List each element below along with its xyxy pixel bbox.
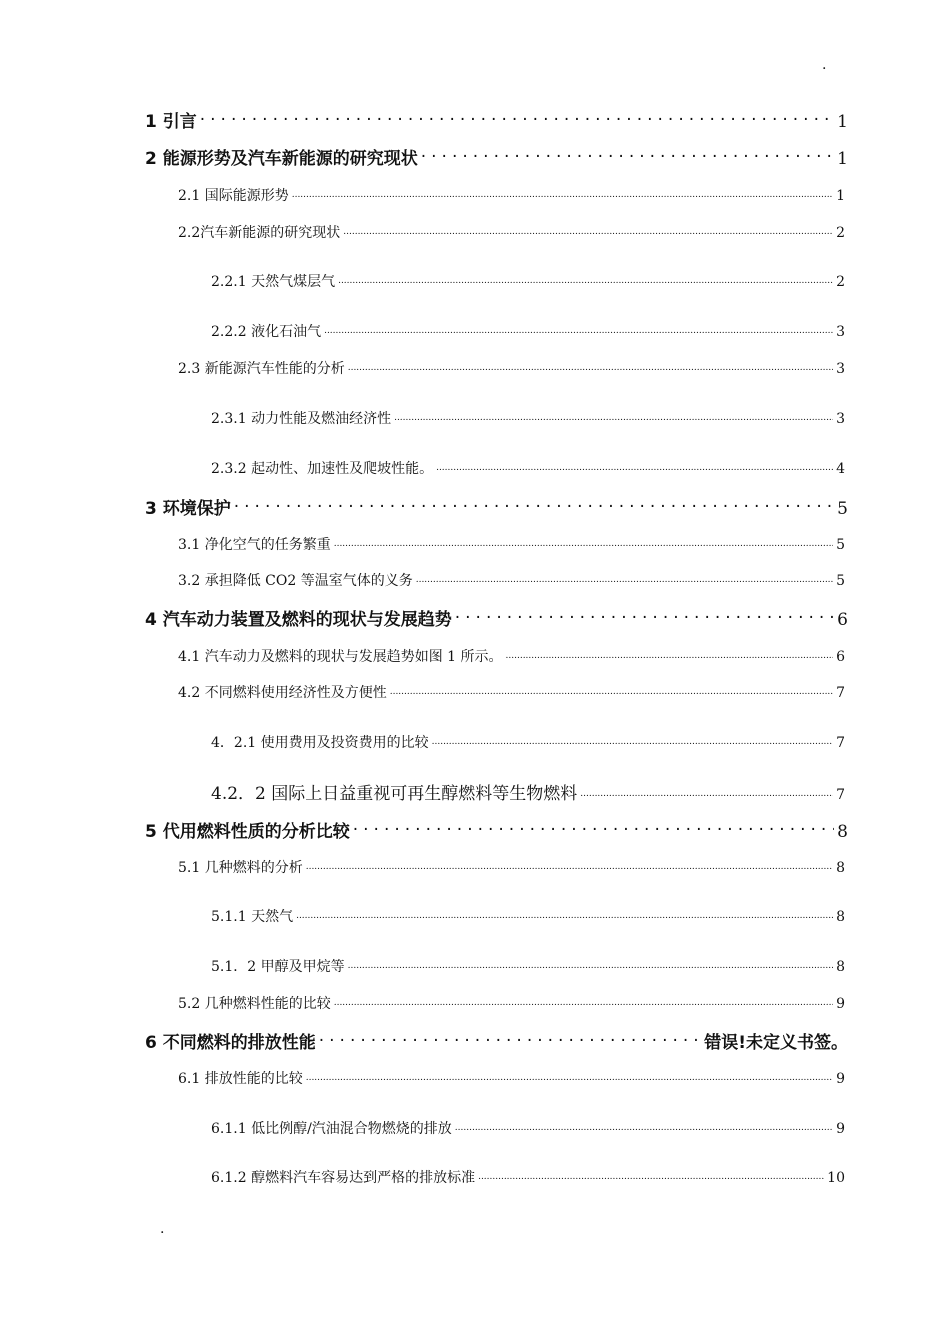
toc-entry-title: 2.2.1 天然气煤层气 <box>211 274 336 290</box>
toc-entry-page: 3 <box>836 361 845 377</box>
toc-entry-title: 2 能源形势及汽车新能源的研究现状 <box>145 149 418 169</box>
toc-entry-page: 5 <box>837 499 848 519</box>
toc-entry-title: 4 汽车动力装置及燃料的现状与发展趋势 <box>145 610 452 630</box>
toc-leader <box>421 147 834 164</box>
toc-entry-page: 9 <box>836 1121 845 1137</box>
toc-entry-title: 2.3 新能源汽车性能的分析 <box>178 361 345 377</box>
toc-leader <box>394 414 833 423</box>
header-dot: . <box>822 57 827 73</box>
toc-entry-page: 1 <box>836 188 845 204</box>
toc-entry-title: 5.1.1 天然气 <box>211 909 294 925</box>
toc-entry[interactable] <box>178 682 845 702</box>
toc-entry[interactable] <box>178 570 845 590</box>
toc-entry-page: 5 <box>836 537 845 553</box>
toc-entry[interactable] <box>211 458 845 478</box>
toc-entry[interactable] <box>211 1167 845 1187</box>
toc-entry-page: 1 <box>837 149 848 169</box>
toc-leader <box>348 364 833 373</box>
toc-entry-title: 5.1 几种燃料的分析 <box>178 860 303 876</box>
toc-leader <box>334 540 833 549</box>
toc-entry-title: 1 引言 <box>145 112 197 132</box>
toc-entry[interactable] <box>211 956 845 976</box>
toc-entry[interactable] <box>145 144 848 169</box>
toc-entry[interactable] <box>145 817 848 842</box>
toc-entry[interactable] <box>178 646 845 666</box>
toc-leader <box>580 790 833 799</box>
toc-entry[interactable] <box>178 358 845 378</box>
toc-entry-page: 6 <box>836 649 845 665</box>
toc-entry-page: 3 <box>836 324 845 340</box>
toc-entry-title: 3.1 净化空气的任务繁重 <box>178 537 331 553</box>
toc-entry[interactable] <box>178 993 845 1013</box>
toc-entry-title: 3 环境保护 <box>145 499 231 519</box>
toc-entry-page: 5 <box>836 573 845 589</box>
toc-entry-title: 4.1 汽车动力及燃料的现状与发展趋势如图 1 所示。 <box>178 649 503 665</box>
toc-entry[interactable] <box>145 107 848 132</box>
toc-leader <box>436 464 833 473</box>
toc-leader <box>234 497 834 514</box>
toc-entry-page: 7 <box>836 787 845 803</box>
toc-entry-title: 2.1 国际能源形势 <box>178 188 289 204</box>
toc-leader <box>343 228 833 237</box>
toc-entry[interactable] <box>145 1028 848 1053</box>
toc-entry-page: 8 <box>836 909 845 925</box>
toc-entry[interactable] <box>178 222 845 242</box>
toc-leader <box>338 277 833 286</box>
toc-entry-title: 2.2.2 液化石油气 <box>211 324 322 340</box>
toc-entry-page: 8 <box>836 959 845 975</box>
toc-entry-page: 3 <box>836 411 845 427</box>
toc-entry-page: 1 <box>837 112 848 132</box>
toc-entry-title: 6 不同燃料的排放性能 <box>145 1033 316 1053</box>
toc-entry-title: 6.1.1 低比例醇/汽油混合物燃烧的排放 <box>211 1121 452 1137</box>
toc-entry-title: 6.1 排放性能的比较 <box>178 1071 303 1087</box>
toc-leader <box>432 738 833 747</box>
toc-leader <box>353 820 834 837</box>
toc-leader <box>506 652 834 661</box>
toc-entry-page: 10 <box>827 1170 845 1186</box>
toc-entry-title: 5.2 几种燃料性能的比较 <box>178 996 331 1012</box>
toc-entry[interactable] <box>211 732 845 752</box>
toc-entry[interactable] <box>145 605 848 630</box>
toc-leader <box>296 912 833 921</box>
toc-entry[interactable] <box>178 534 845 554</box>
toc-entry-page: 8 <box>837 822 848 842</box>
toc-entry-page: 错误!未定义书签。 <box>704 1033 848 1053</box>
toc-leader <box>292 191 833 200</box>
toc-entry-page: 7 <box>836 685 845 701</box>
toc-leader <box>416 576 833 585</box>
toc-leader <box>306 863 833 872</box>
toc-entry[interactable] <box>211 906 845 926</box>
toc-entry-title: 4.2．2 国际上日益重视可再生醇燃料等生物燃料 <box>211 784 578 804</box>
toc-leader <box>324 327 833 336</box>
toc-entry-title: 5.1．2 甲醇及甲烷等 <box>211 959 345 975</box>
toc-leader <box>390 688 833 697</box>
toc-entry-title: 3.2 承担降低 CO2 等温室气体的义务 <box>178 573 413 589</box>
toc-entry-page: 4 <box>836 461 845 477</box>
toc-entry[interactable] <box>211 271 845 291</box>
toc-entry[interactable] <box>211 1118 845 1138</box>
toc-entry-page: 9 <box>836 1071 845 1087</box>
toc-entry-title: 5 代用燃料性质的分析比较 <box>145 822 350 842</box>
toc-entry-page: 2 <box>836 225 845 241</box>
toc-entry[interactable] <box>178 185 845 205</box>
toc-leader <box>306 1074 833 1083</box>
toc-entry-title: 2.3.1 动力性能及燃油经济性 <box>211 411 392 427</box>
footer-dot: . <box>160 1221 165 1237</box>
toc-entry[interactable] <box>211 779 845 804</box>
toc-leader <box>334 999 833 1008</box>
toc-entry-page: 9 <box>836 996 845 1012</box>
toc-leader <box>455 1124 833 1133</box>
toc-entry-page: 6 <box>837 610 848 630</box>
toc-leader <box>455 608 834 625</box>
toc-entry-title: 2.3.2 起动性、加速性及爬坡性能。 <box>211 461 434 477</box>
toc-entry-title: 4．2.1 使用费用及投资费用的比较 <box>211 735 429 751</box>
toc-leader <box>200 110 834 127</box>
toc-entry-title: 4.2 不同燃料使用经济性及方便性 <box>178 685 387 701</box>
toc-entry[interactable] <box>211 408 845 428</box>
toc-entry-page: 8 <box>836 860 845 876</box>
toc-entry[interactable] <box>178 857 845 877</box>
toc-entry-page: 2 <box>836 274 845 290</box>
toc-entry[interactable] <box>211 321 845 341</box>
toc-entry-title: 6.1.2 醇燃料汽车容易达到严格的排放标准 <box>211 1170 476 1186</box>
toc-leader <box>478 1173 824 1182</box>
toc-leader <box>348 962 833 971</box>
toc-entry[interactable] <box>178 1068 845 1088</box>
toc-entry-page: 7 <box>836 735 845 751</box>
toc-entry[interactable] <box>145 494 848 519</box>
toc-leader <box>319 1031 701 1048</box>
toc-entry-title: 2.2汽车新能源的研究现状 <box>178 225 341 241</box>
